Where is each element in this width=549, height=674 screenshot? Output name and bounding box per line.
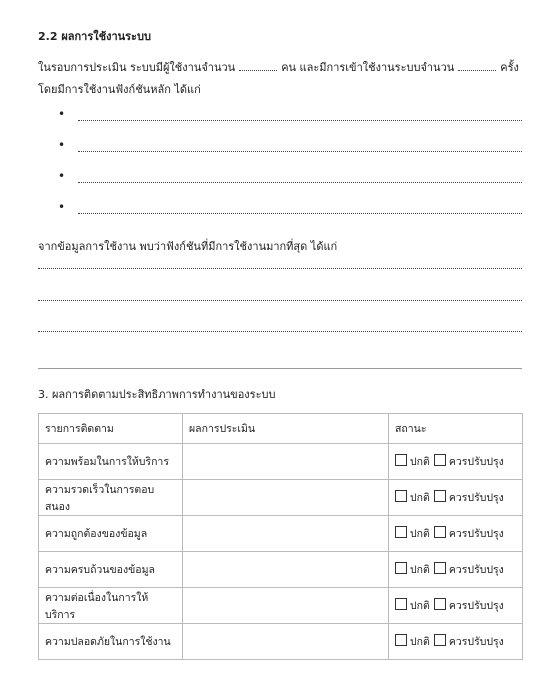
row-item-label: ความครบถ้วนของข้อมูล bbox=[39, 552, 183, 588]
function-blank-4[interactable] bbox=[78, 213, 522, 214]
most-used-blank-3[interactable] bbox=[38, 331, 522, 332]
normal-label: ปกติ bbox=[410, 528, 430, 540]
improve-label: ควรปรับปรุง bbox=[448, 600, 504, 612]
row-item-label: ความถูกต้องของข้อมูล bbox=[39, 516, 183, 552]
status-cell bbox=[389, 552, 523, 588]
normal-checkbox[interactable] bbox=[395, 634, 407, 646]
status-cell bbox=[389, 624, 523, 660]
improve-checkbox[interactable] bbox=[434, 598, 446, 610]
bullet-marker: • bbox=[58, 200, 66, 214]
normal-label: ปกติ bbox=[410, 636, 430, 648]
improve-checkbox[interactable] bbox=[434, 562, 446, 574]
table-row bbox=[39, 552, 523, 588]
usage-text-a: ในรอบการประเมิน ระบบมีผู้ใช้งานจำนวน bbox=[38, 61, 236, 74]
improve-checkbox[interactable] bbox=[434, 490, 446, 502]
bullet-marker: • bbox=[58, 169, 66, 183]
most-used-intro: จากข้อมูลการใช้งาน พบว่าฟังก์ชันที่มีการใช้งานมากที่สุด ได้แก่ bbox=[38, 240, 338, 253]
result-cell[interactable] bbox=[183, 552, 389, 588]
status-cell bbox=[389, 480, 523, 516]
bullet-marker: • bbox=[58, 107, 66, 121]
improve-checkbox[interactable] bbox=[434, 454, 446, 466]
function-blank-3[interactable] bbox=[78, 182, 522, 183]
normal-label: ปกติ bbox=[410, 492, 430, 504]
bullet-marker: • bbox=[58, 138, 66, 152]
row-item-label: ความต่อเนื่องในการให้บริการ bbox=[39, 588, 183, 624]
result-cell[interactable] bbox=[183, 588, 389, 624]
normal-checkbox[interactable] bbox=[395, 490, 407, 502]
status-cell bbox=[389, 444, 523, 480]
improve-checkbox[interactable] bbox=[434, 634, 446, 646]
row-item-label: ความพร้อมในการให้บริการ bbox=[39, 444, 183, 480]
normal-checkbox[interactable] bbox=[395, 526, 407, 538]
performance-table bbox=[38, 413, 523, 660]
improve-label: ควรปรับปรุง bbox=[448, 636, 504, 648]
improve-label: ควรปรับปรุง bbox=[448, 456, 504, 468]
function-bullet-2 bbox=[58, 140, 522, 156]
user-count-blank[interactable] bbox=[239, 62, 277, 71]
section-divider bbox=[38, 368, 522, 369]
section-heading-2-2: 2.2 ผลการใช้งานระบบ bbox=[38, 30, 151, 43]
status-cell bbox=[389, 516, 523, 552]
result-cell[interactable] bbox=[183, 444, 389, 480]
table-row bbox=[39, 588, 523, 624]
main-functions-intro: โดยมีการใช้งานฟังก์ชันหลัก ได้แก่ bbox=[38, 83, 201, 96]
normal-checkbox[interactable] bbox=[395, 454, 407, 466]
normal-label: ปกติ bbox=[410, 456, 430, 468]
section-heading-3: 3. ผลการติดตามประสิทธิภาพการทำงานของระบบ bbox=[38, 388, 276, 401]
result-cell[interactable] bbox=[183, 480, 389, 516]
improve-label: ควรปรับปรุง bbox=[448, 564, 504, 576]
normal-checkbox[interactable] bbox=[395, 598, 407, 610]
table-row bbox=[39, 444, 523, 480]
column-header-result: ผลการประเมิน bbox=[183, 414, 389, 444]
function-blank-1[interactable] bbox=[78, 120, 522, 121]
normal-label: ปกติ bbox=[410, 564, 430, 576]
function-bullet-3 bbox=[58, 171, 522, 187]
table-row bbox=[39, 480, 523, 516]
function-bullet-1 bbox=[58, 109, 522, 125]
improve-label: ควรปรับปรุง bbox=[448, 492, 504, 504]
column-header-item: รายการติดตาม bbox=[39, 414, 183, 444]
table-header-row bbox=[39, 414, 523, 444]
status-cell bbox=[389, 588, 523, 624]
usage-text-b: คน และมีการเข้าใช้งานระบบจำนวน bbox=[281, 61, 455, 74]
table-row bbox=[39, 624, 523, 660]
most-used-blank-2[interactable] bbox=[38, 300, 522, 301]
row-item-label: ความรวดเร็วในการตอบสนอง bbox=[39, 480, 183, 516]
improve-checkbox[interactable] bbox=[434, 526, 446, 538]
table-row bbox=[39, 516, 523, 552]
most-used-blank-1[interactable] bbox=[38, 268, 522, 269]
result-cell[interactable] bbox=[183, 624, 389, 660]
column-header-status: สถานะ bbox=[389, 414, 523, 444]
usage-text-c: ครั้ง bbox=[500, 61, 519, 74]
function-blank-2[interactable] bbox=[78, 151, 522, 152]
function-bullet-4 bbox=[58, 202, 522, 218]
usage-summary-line bbox=[38, 58, 519, 76]
improve-label: ควรปรับปรุง bbox=[448, 528, 504, 540]
normal-label: ปกติ bbox=[410, 600, 430, 612]
row-item-label: ความปลอดภัยในการใช้งาน bbox=[39, 624, 183, 660]
result-cell[interactable] bbox=[183, 516, 389, 552]
normal-checkbox[interactable] bbox=[395, 562, 407, 574]
access-count-blank[interactable] bbox=[458, 62, 496, 71]
